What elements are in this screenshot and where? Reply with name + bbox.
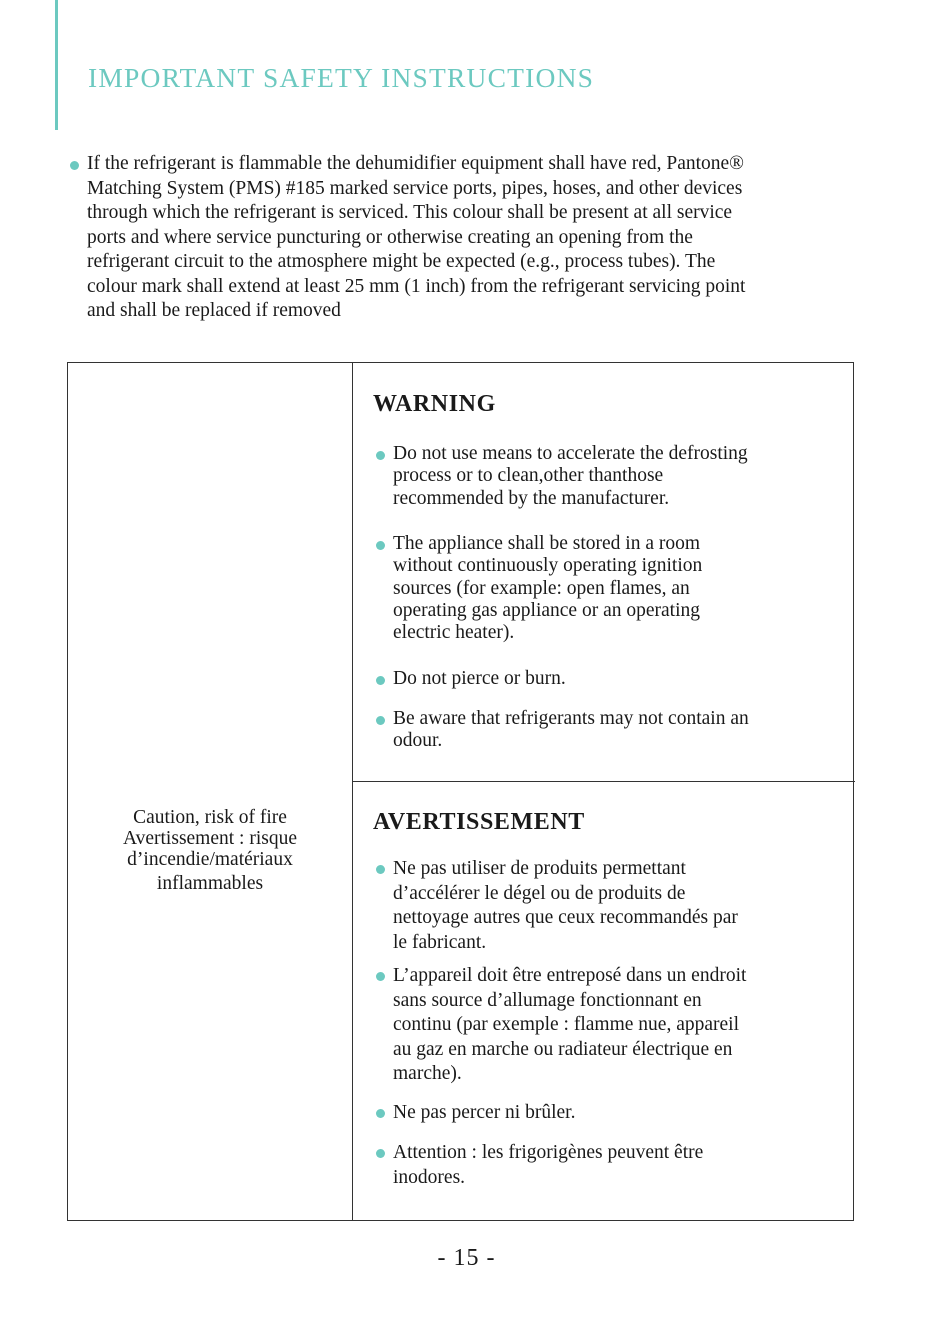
bullet-dot-icon [376,451,385,460]
warning-section [373,391,843,752]
text-line: ports and where service puncturing or otherwise creating an opening from the [87,226,693,248]
bullet-dot-icon [70,161,79,170]
text-line: and shall be replaced if removed [87,300,341,321]
caution-line: Caution, risk of fire [133,807,287,828]
text-line: Attention : les frigorigènes peuvent être [393,1142,704,1163]
text-line: le fabricant. [393,931,487,953]
caution-line: d’incendie/matériaux [127,849,293,870]
text-line: Be aware that refrigerants may not contain an [393,708,749,729]
avertissement-item [373,1141,843,1190]
text-line: L’appareil doit être entreposé dans un endroit [393,965,747,986]
page-title: IMPORTANT SAFETY INSTRUCTIONS [88,62,595,93]
warning-table [67,362,854,1221]
table-horizontal-divider [352,781,855,782]
warning-item [373,443,843,510]
text-line: sans source d’allumage fonctionnant en [393,989,702,1011]
avertissement-section [373,809,843,1188]
page-number: - 15 - [437,1245,496,1271]
avertissement-item [373,1101,843,1126]
text-line: Ne pas percer ni brûler. [393,1102,576,1123]
avertissement-item [373,964,843,1087]
avertissement-item [373,857,843,955]
text-line: Do not use means to accelerate the defrosting [393,443,748,464]
text-line: colour mark shall extend at least 25 mm (1 inch) from the refrigerant servicing point [87,275,746,297]
text-line: operating gas appliance or an operating [393,599,701,621]
bullet-dot-icon [376,865,385,874]
text-line: au gaz en marche ou radiateur électrique en [393,1038,733,1060]
text-line: marche). [393,1063,462,1084]
text-line: The appliance shall be stored in a room [393,533,701,554]
caution-line: Avertissement : risque [122,828,297,849]
text-line: odour. [393,730,443,752]
text-line: sources (for example: open flames, an [393,577,690,599]
bullet-dot-icon [376,676,385,685]
caution-label-cell [68,807,352,894]
caution-line: inflammables [156,873,264,894]
text-line: If the refrigerant is flammable the dehumidifier equipment shall have red, Pantone® [87,153,745,174]
text-line: through which the refrigerant is serviced. This colour shall be present at all service [87,202,733,223]
text-line: process or to clean,other thanthose [393,465,664,487]
warning-item [373,708,843,753]
header-accent-bar [55,0,58,130]
warning-title: WARNING [373,391,496,417]
avertissement-title: AVERTISSEMENT [373,809,585,835]
text-line: continu (par exemple : flamme nue, appareil [393,1014,739,1035]
bullet-dot-icon [376,972,385,981]
table-vertical-divider [352,363,353,1220]
text-line: Matching System (PMS) #185 marked service ports, pipes, hoses, and other devices [87,177,743,199]
text-line: inodores. [393,1166,466,1188]
text-line: d’accélérer le dégel ou de produits de [393,882,686,904]
text-line: Ne pas utiliser de produits permettant [393,858,686,879]
text-line: Do not pierce or burn. [393,668,566,689]
warning-item [373,668,843,690]
text-line: refrigerant circuit to the atmosphere might be expected (e.g., process tubes). The [87,251,716,272]
text-line: without continuously operating ignition [393,555,703,577]
text-line: electric heater). [393,622,515,644]
bullet-dot-icon [376,1149,385,1158]
intro-paragraph [87,152,890,324]
bullet-dot-icon [376,1109,385,1118]
bullet-dot-icon [376,541,385,550]
warning-item [373,533,843,644]
bullet-dot-icon [376,716,385,725]
intro-bullet [70,152,890,324]
text-line: nettoyage autres que ceux recommandés par [393,907,738,928]
text-line: recommended by the manufacturer. [393,487,670,509]
